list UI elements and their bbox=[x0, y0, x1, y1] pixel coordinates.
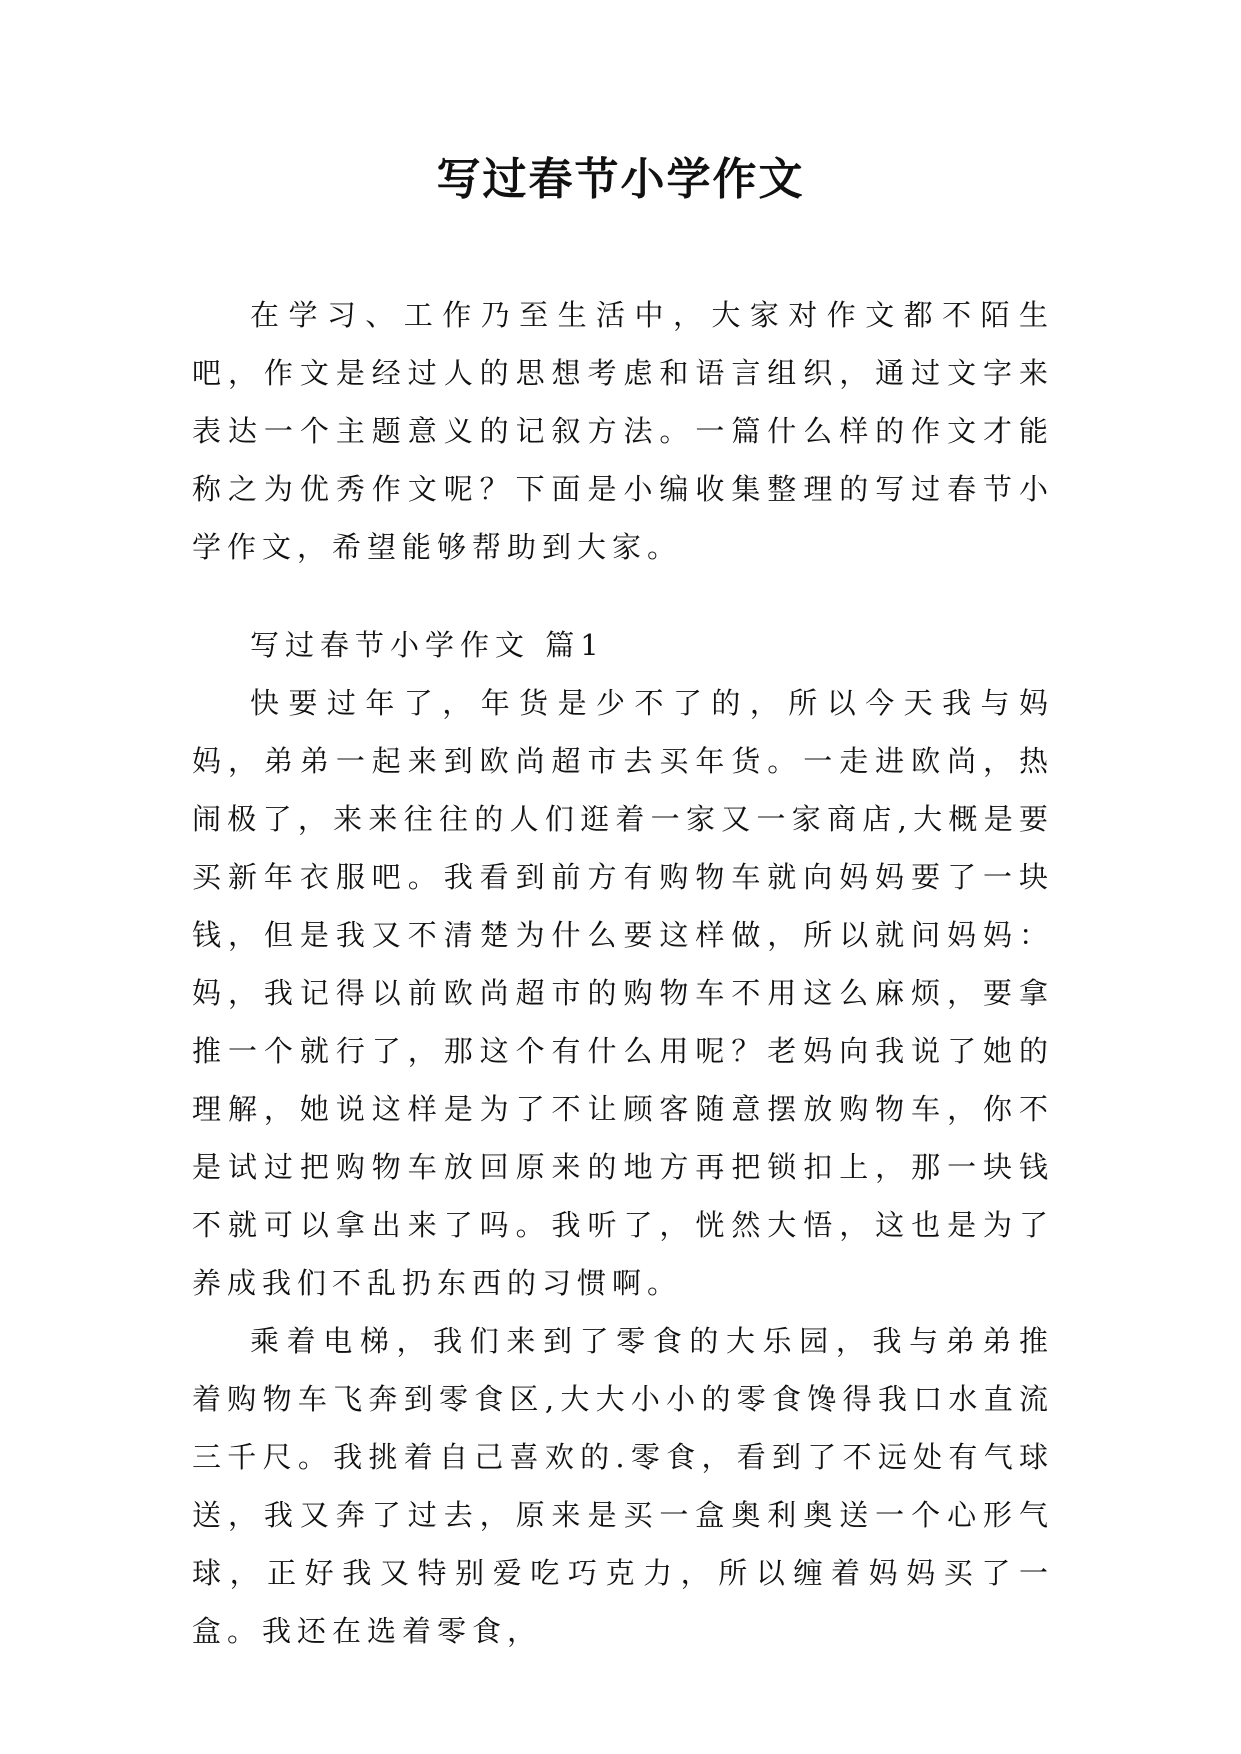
document-title: 写过春节小学作文 bbox=[436, 154, 805, 205]
section-heading: 写过春节小学作文 篇1 bbox=[250, 628, 605, 662]
intro-block bbox=[192, 286, 1054, 576]
intro-paragraph: 在学习、工作乃至生活中，大家对作文都不陌生吧，作文是经过人的思想考虑和语言组织，通过文字来表达一个主题意义的记叙方法。一篇什么样的作文才能称之为优秀作文呢？下面是小编收集整理的写过春节小学作文，希望能够帮助到大家。 bbox=[192, 298, 1054, 564]
article-block bbox=[192, 616, 1054, 1660]
article-paragraph-2: 乘着电梯，我们来到了零食的大乐园，我与弟弟推着购物车飞奔到零食区,大大小小的零食馋得我口水直流三千尺。我挑着自己喜欢的.零食，看到了不远处有气球送，我又奔了过去，原来是买一盒奥利奥送一个心形气球，正好我又特别爱吃巧克力，所以缠着妈妈买了一盒。我还在选着零食， bbox=[192, 1324, 1054, 1648]
article-paragraph-1: 快要过年了，年货是少不了的，所以今天我与妈妈，弟弟一起来到欧尚超市去买年货。一走进欧尚，热闹极了，来来往往的人们逛着一家又一家商店,大概是要买新年衣服吧。我看到前方有购物车就向妈妈要了一块钱，但是我又不清楚为什么要这样做，所以就问妈妈：妈，我记得以前欧尚超市的购物车不用这么麻烦，要拿推一个就行了，那这个有什么用呢？老妈向我说了她的理解，她说这样是为了不让顾客随意摆放购物车，你不是试过把购物车放回原来的地方再把锁扣上，那一块钱不就可以拿出来了吗。我听了，恍然大悟，这也是为了养成我们不乱扔东西的习惯啊。 bbox=[192, 686, 1054, 1300]
